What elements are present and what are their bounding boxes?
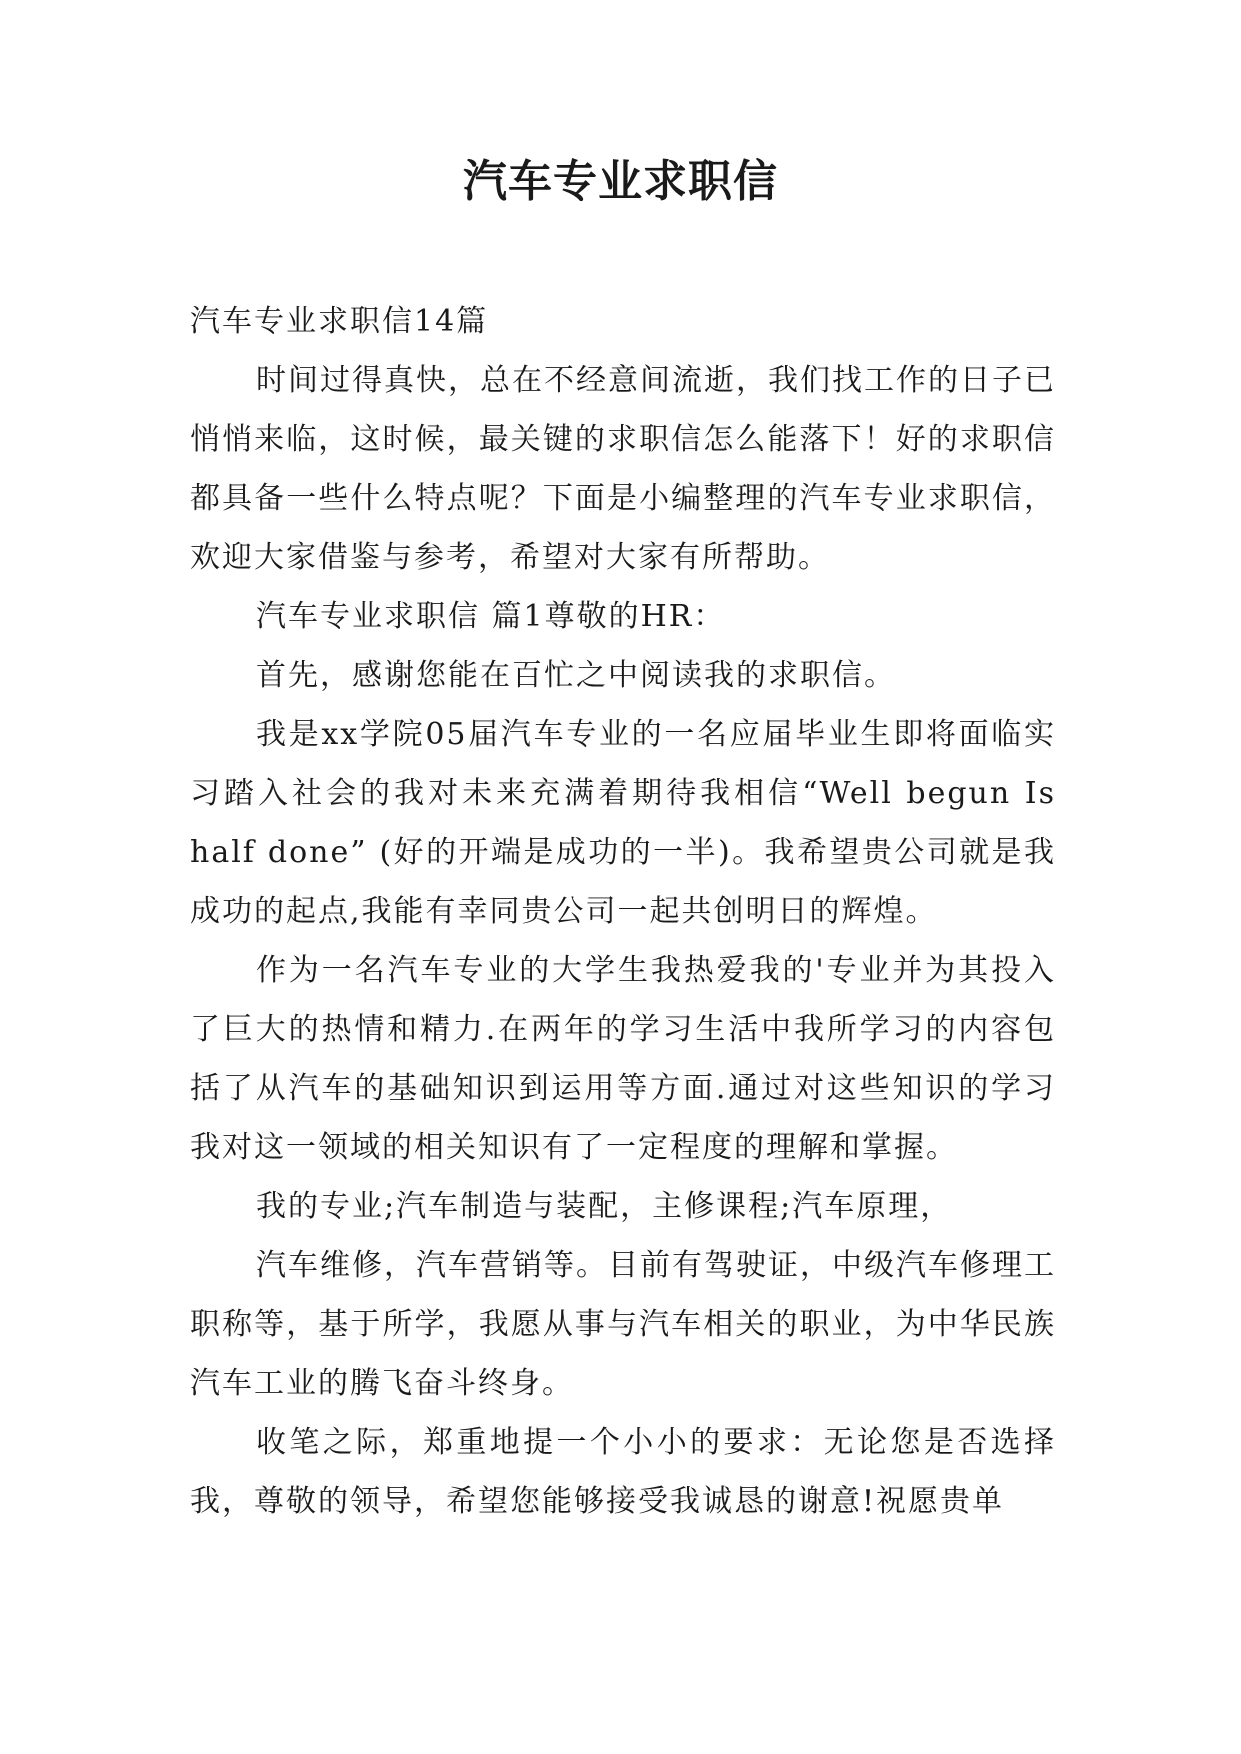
paragraph-intro: 时间过得真快，总在不经意间流逝，我们找工作的日子已悄悄来临，这时候，最关键的求职信怎么能落下！好的求职信都具备一些什么特点呢？下面是小编整理的汽车专业求职信，欢迎大家借鉴与参考，希望对大家有所帮助。: [190, 363, 1056, 575]
paragraph-major: 我的专业;汽车制造与装配，主修课程;汽车原理，: [256, 1189, 953, 1224]
paragraph-qualifications: 汽车维修，汽车营销等。目前有驾驶证，中级汽车修理工职称等，基于所学，我愿从事与汽车相关的职业，为中华民族汽车工业的腾飞奋斗终身。: [190, 1248, 1056, 1401]
document-body: [190, 292, 1056, 1531]
paragraph-heading: 汽车专业求职信14篇: [190, 304, 489, 339]
paragraph-salutation: 汽车专业求职信 篇1尊敬的HR：: [256, 599, 726, 634]
document-title: 汽车专业求职信: [463, 156, 778, 207]
paragraph-self-introduction: 我是xx学院05届汽车专业的一名应届毕业生即将面临实习踏入社会的我对未来充满着期待我相信“Well begun Is half done” (好的开端是成功的一半)。我希望贵公司就是我成功的起点,我能有幸同贵公司一起共创明日的辉煌。: [190, 717, 1056, 929]
paragraph-studies: 作为一名汽车专业的大学生我热爱我的'专业并为其投入了巨大的热情和精力.在两年的学习生活中我所学习的内容包括了从汽车的基础知识到运用等方面.通过对这些知识的学习我对这一领域的相关知识有了一定程度的理解和掌握。: [190, 953, 1056, 1165]
paragraph-closing: 收笔之际，郑重地提一个小小的要求：无论您是否选择我，尊敬的领导，希望您能够接受我诚恳的谢意!祝愿贵单: [190, 1425, 1056, 1519]
paragraph-thanks: 首先，感谢您能在百忙之中阅读我的求职信。: [256, 658, 896, 693]
